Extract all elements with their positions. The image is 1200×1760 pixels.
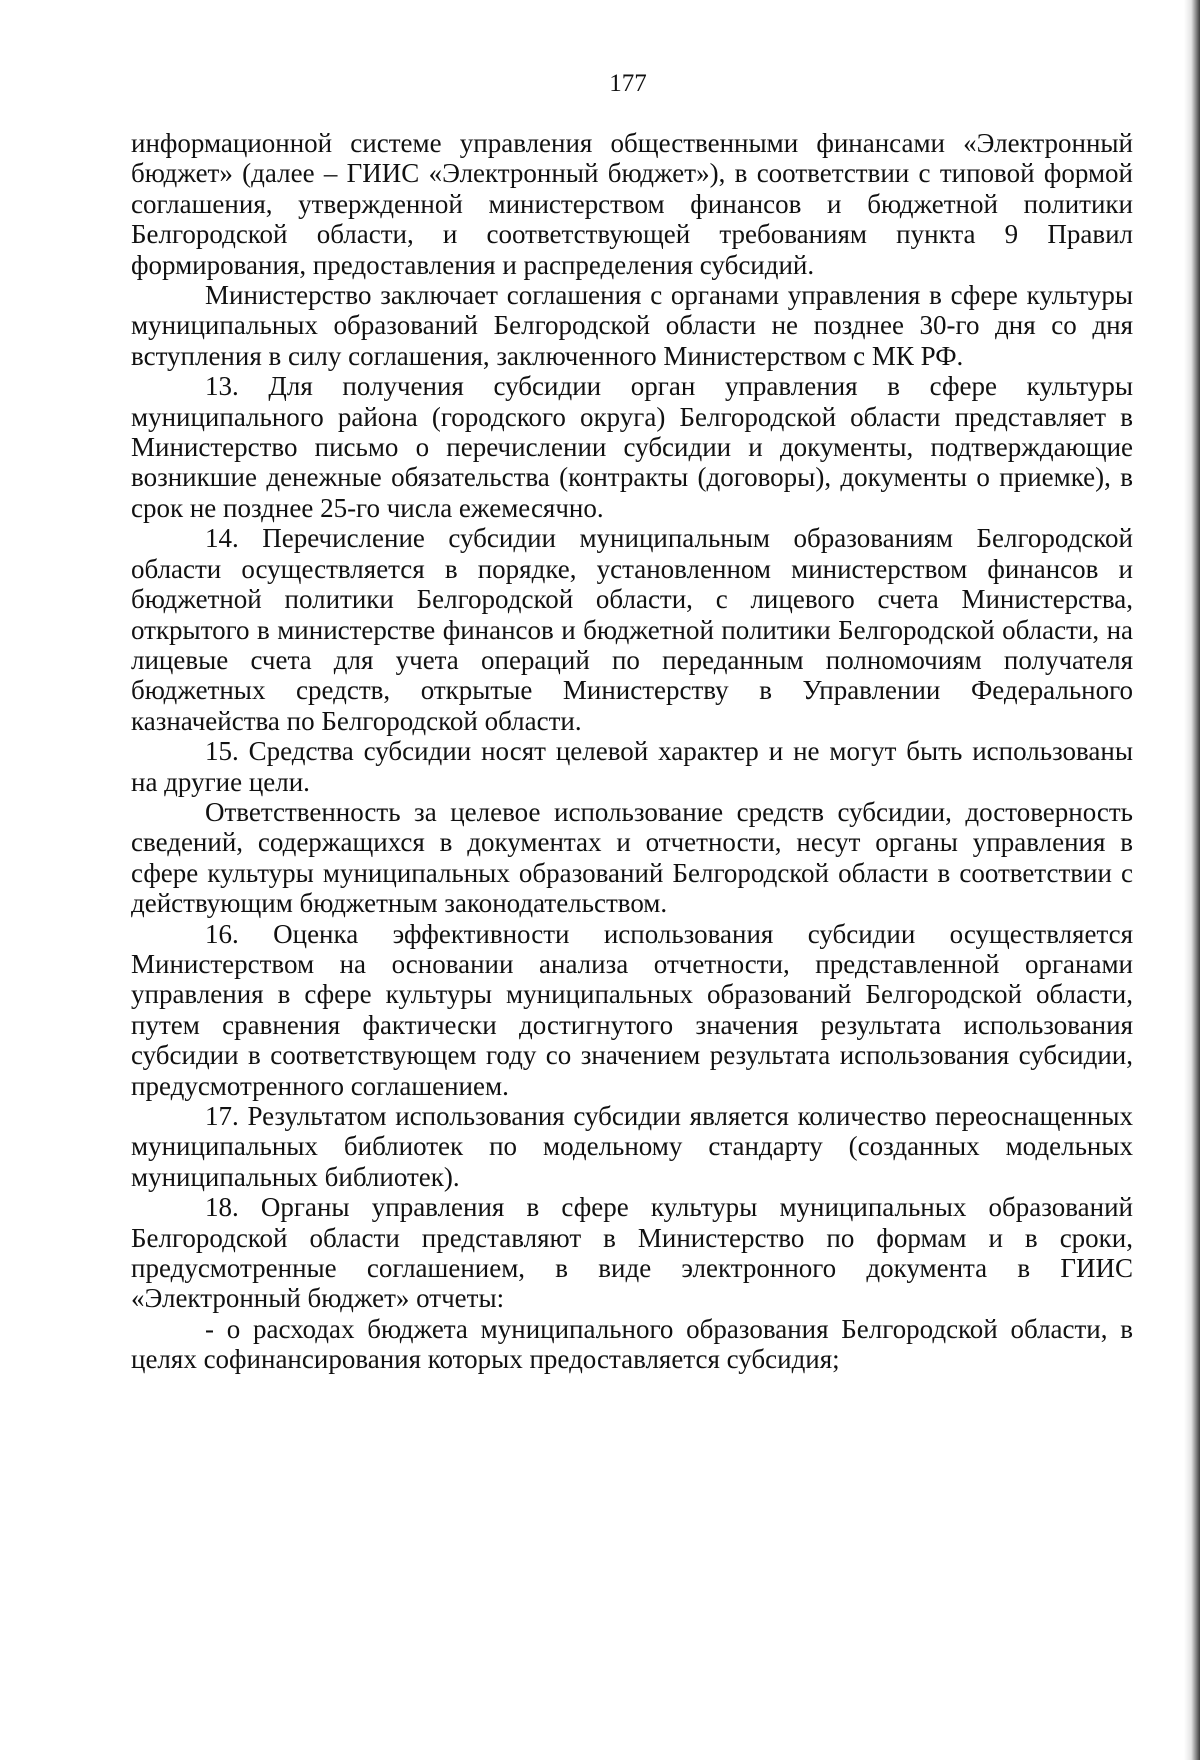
body-text <box>131 128 1133 1375</box>
paragraph-item-15: 15. Средства субсидии носят целевой характер и не могут быть использованы на другие цели. <box>131 736 1133 797</box>
paragraph-item-18: 18. Органы управления в сфере культуры муниципальных образований Белгородской области представляют в Министерство по формам и в сроки, предусмотренные соглашением, в виде электронного документа в ГИИС «Электронный бюджет» отчеты: <box>131 1192 1133 1314</box>
scan-edge-shadow <box>1184 0 1200 1760</box>
paragraph-continuation: информационной системе управления общественными финансами «Электронный бюджет» (далее – ГИИС «Электронный бюджет»), в соответствии с типовой формой соглашения, утвержденной министерством финансов и бюджетной политики Белгородской области, и соответствующей требованиям пункта 9 Правил формирования, предоставления и распределения субсидий. <box>131 128 1133 280</box>
paragraph-item-13: 13. Для получения субсидии орган управления в сфере культуры муниципального района (городского округа) Белгородской области представляет в Министерство письмо о перечислении субсидии и документы, подтверждающие возникшие денежные обязательства (контракты (договоры), документы о приемке), в срок не позднее 25-го числа ежемесячно. <box>131 371 1133 523</box>
paragraph-responsibility: Ответственность за целевое использование средств субсидии, достоверность сведений, содержащихся в документах и отчетности, несут органы управления в сфере культуры муниципальных образований Белгородской области в соответствии с действующим бюджетным законодательством. <box>131 796 1133 919</box>
paragraph-item-17: 17. Результатом использования субсидии является количество переоснащенных муниципальных библиотек по модельному стандарту (созданных модельных муниципальных библиотек). <box>131 1101 1133 1192</box>
page-number: 177 <box>609 70 647 97</box>
paragraph-item-16: 16. Оценка эффективности использования субсидии осуществляется Министерством на основании анализа отчетности, представленной органами управления в сфере культуры муниципальных образований Белгородской области, путем сравнения фактически достигнутого значения результата использования субсидии в соответствующем году со значением результата использования субсидии, предусмотренного соглашением. <box>131 918 1133 1101</box>
list-item-expenses-report: - о расходах бюджета муниципального образования Белгородской области, в целях софинансирования которых предоставляется субсидия; <box>131 1313 1133 1375</box>
paragraph-item-14: 14. Перечисление субсидии муниципальным образованиям Белгородской области осуществляется в порядке, установленном министерством финансов и бюджетной политики Белгородской области, с лицевого счета Министерства, открытого в министерстве финансов и бюджетной политики Белгородской области, на лицевые счета для учета операций по переданным полномочиям получателя бюджетных средств, открытые Министерству в Управлении Федерального казначейства по Белгородской области. <box>131 523 1133 736</box>
paragraph-ministry-agreements: Министерство заключает соглашения с органами управления в сфере культуры муниципальных образований Белгородской области не позднее 30-го дня со дня вступления в силу соглашения, заключенного Министерством с МК РФ. <box>131 280 1133 371</box>
